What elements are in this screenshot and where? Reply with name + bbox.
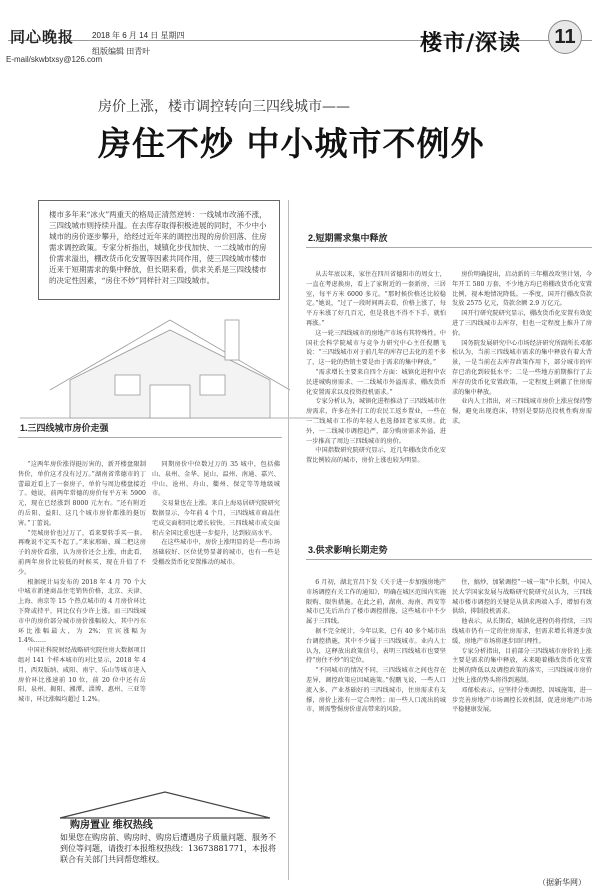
section-heading-1: 1.三四线城市房价走强: [18, 418, 282, 438]
article-subtitle: 房价上涨，楼市调控转向三四线城市——: [98, 99, 350, 115]
paragraph: 从去年底以来，家住在四川省德阳市的周女士，一直在考虑换房，看上了家附近的一套新房，三居室，每平方米 6000 多元。“那时候价格还比较稳定。”她说，“过了一段时间再去看，价格上涨了，每平方米涨了好几百元，但是我也不得不下手，就怕再涨。”: [306, 271, 446, 327]
column-3: [306, 270, 446, 532]
column-6: [452, 578, 592, 874]
paragraph: 住，搞炒，加紧调控“一城一策”中长期，中国人民大学国家发展与战略研究院研究员认为，三四线城市楼市调控的关键是从供求两端入手，增加有效供给，抑制投机需求。: [452, 579, 592, 616]
paragraph: “不同城市的情况不同，三四线城市之间也存在差异，调控政策应因城施策。”倪鹏飞说，一些人口流入多、产业基础好的三四线城市，住房需求有支撑，房价上涨有一定合理性；而一些人口流出的城市，则需警惕房价虚高带来的风险。: [306, 667, 446, 714]
paragraph: 专家分析认为，城镇化进程推动了三四线城市住房需求，许多在外打工的农民工返乡置业，一些在一二线城市工作的年轻人也选择回老家买房。此外，一二线城市调控趋严，部分购房需求外溢，进一步推高了周边三四线城市的房价。: [306, 398, 446, 445]
article-headline: 房住不炒 中小城市不例外: [98, 124, 485, 163]
house-illustration: [20, 300, 320, 420]
column-1: [18, 460, 146, 792]
paragraph: 6 月初，湖北宜昌下发《关于进一步加强房地产市场调控有关工作的通知》，明确在城区范围内实施限购、限售措施。在此之前，湖南、海南、西安等城市已先后出台了楼市调控措施，这些城市中不少属于三四线。: [306, 579, 446, 626]
column-4: [452, 270, 592, 532]
paragraph: 专家分析指出，目前部分三四线城市房价的上涨主要是需求的集中释放，未来随着棚改货币化安置比例的降低以及调控政策的落实，三四线城市房价过快上涨的势头将得到遏制。: [452, 647, 592, 684]
newspaper-logo: 同心晚报: [10, 28, 75, 46]
paragraph: 房价明确提出，启动新的三年棚改攻坚计划，今年开工 580 万套，不少地方均已将棚改货币化安置比例，视本地情况降低。一季度，国开行棚改贷款发放 2575 亿元，贷款余额 2.9 万亿元。: [452, 271, 592, 308]
column-2: [152, 460, 280, 610]
paragraph: 他表示，从长期看，城镇化进程仍将持续，三四线城市仍有一定的住房需求，但需求增长将逐步放缓，房地产市场将逐步回归理性。: [452, 618, 592, 645]
contact-email: E-mail/skwbtxsy@126.com: [6, 55, 103, 64]
paragraph: “这两年房价涨得挺厉害的，新开楼盘限制售价，单价这才没有过万。”湖南省常德市的丁蕾最近看上了一套房子，单价与周边楼盘接近了。她说，前两年常德的房价每平方米 5900 元，现在已经涨到 8000 元左右。“还有附近的岳阳、益阳、这几个城市房价都涨的挺厉害。”丁蕾说。: [18, 461, 146, 527]
paragraph: 邓郁松表示，应坚持分类调控、因城施策，进一步完善房地产市场调控长效机制，促进房地产市场平稳健康发展。: [452, 686, 592, 714]
source-credit: （据新华网）: [538, 878, 586, 887]
paragraph: 国务院发展研究中心市场经济研究所副所长邓郁松认为，当前三四线城市需求的集中释放有着大背景，一是当前在去库存政策作用下，部分城市的库存已消化到较低水平；二是一些地方前期推行了去库存的货币化安置政策，一定程度上刺激了住房需求的集中释放。: [452, 339, 592, 396]
paragraph: 这一轮三四线城市的房地产市场有其特殊性。中国社会科学院城市与竞争力研究中心主任倪鹏飞说：“三四线城市对于前几年的库存已去化的差不多了，这一轮的热销主要是由于需求的集中释放。”: [306, 329, 446, 367]
ad-body: 如果您在购房前、购房时、购房后遭遇房子质量问题、服务不到位等问题，请拨打本报维权热线：13673881771，本报将联合有关部门共同帮您维权。: [60, 833, 276, 864]
paragraph: 业内人士指出，对三四线城市房价上涨应保持警惕，避免出现泡沫，特别是要防范投机性购房需求。: [452, 398, 592, 425]
layout-editor: 组版编辑 田青叶: [92, 47, 151, 56]
paragraph: 国开行研究院研究显示，棚改货币化安置有效促进了三四线城市去库存，但也一定程度上推升了房价。: [452, 310, 592, 337]
paragraph: 中国指数研究院研究显示，近几年棚改货币化安置比例较高的城市，房价上涨也较为明显。: [306, 447, 446, 465]
paragraph: 根据统计局发布的 2018 年 4 月 70 个大中城市新建商品住宅销售价格，北京、天津、上海、南京等 15 个热点城市的 4 月房价环比下降或持平，同比仅有少许上涨。而三四线城市中的房价部分城市房价涨幅较大，其中丹东环比涨幅最大，为 2%；宜宾涨幅为 1.4%……: [18, 578, 146, 645]
dateline: 2018 年 6 月 14 日 星期四: [92, 31, 185, 40]
paragraph: “需求增长主要来自四个方面：城镇化进程中农民进城购房需求、一二线城市外溢需求、棚改货币化安置需求以及投资投机需求。”: [306, 368, 446, 396]
paragraph: 据不完全统计，今年以来，已有 40 多个城市出台调控措施，其中不少属于三四线城市。业内人士认为，这释放出政策信号，表明三四线城市也要坚持“房住不炒”的定位。: [306, 627, 446, 665]
ad-hotline-title: 购房置业 维权热线: [70, 820, 153, 831]
paragraph: “莞城房价也过万了，看来要转手买一套。再晚说不定买不起了。”来家邢暗、瑶二把这房子的房价看涨，认为房价还会上涨，由此看，前两年房价比较低的时候买，现在升值了不少。: [18, 529, 146, 576]
paragraph: 在这些城市中，房价上涨明显的是一些市场基础较好、区位优势显著的城市，也有一些是受棚改货币化安置推动的城市。: [152, 539, 280, 566]
paragraph: 交易量也在上涨。来自上海易居研究院研究数据显示，今年前 4 个月，三四线城市商品住宅成交面积同比增长较快。三四线城市成交面积占全国比重也进一步提升，达到较高水平。: [152, 500, 280, 537]
column-divider: [288, 200, 289, 880]
section-heading-2: 2.短期需求集中释放: [306, 228, 592, 248]
column-5: [306, 578, 446, 874]
page-number: 11: [548, 20, 582, 54]
paragraph: 同期房价中位数过万的 35 城中，包括佛山、泉州、金华、昆山、温州、南通、嘉兴、中山、沧州、舟山、衢州、保定等等地级城市。: [152, 461, 280, 498]
lead-box: 楼市多年来“冰火”两重天的格局正清然逆转：一线城市改涌不涨，三四线城市则持续升温。在去库存取得积极进展的同时，不少中小城市的房价逐步攀升，给经过近年来的调控出现的房价回落、住房需求调控政策。专家分析指出，城镇化步伐加快、一二线城市的房价需求溢出，棚改货币化安置等因素共同作用，使三四线城市楼市近来于短期需求的集中释放，但长期来看，供求关系是三四线楼市的决定性因素，“房住不炒”同样针对三四线城市。: [38, 200, 280, 300]
paragraph: 中国社科院财经战略研究院住房大数据项目组对 141 个样本城市的对比显示，2018 年 4 月，西双版纳、咸阳、南宁、乐山等城市进入房价环比涨速前 10 位，前 20 位中还有岳阳、泉州、揭阳、湘潭、淄博、惠州、三亚等城市，环比涨幅均超过 1.2%。: [18, 647, 146, 704]
section-title: 楼市/深读: [420, 30, 522, 56]
section-heading-3: 3.供求影响长期走势: [306, 540, 592, 560]
